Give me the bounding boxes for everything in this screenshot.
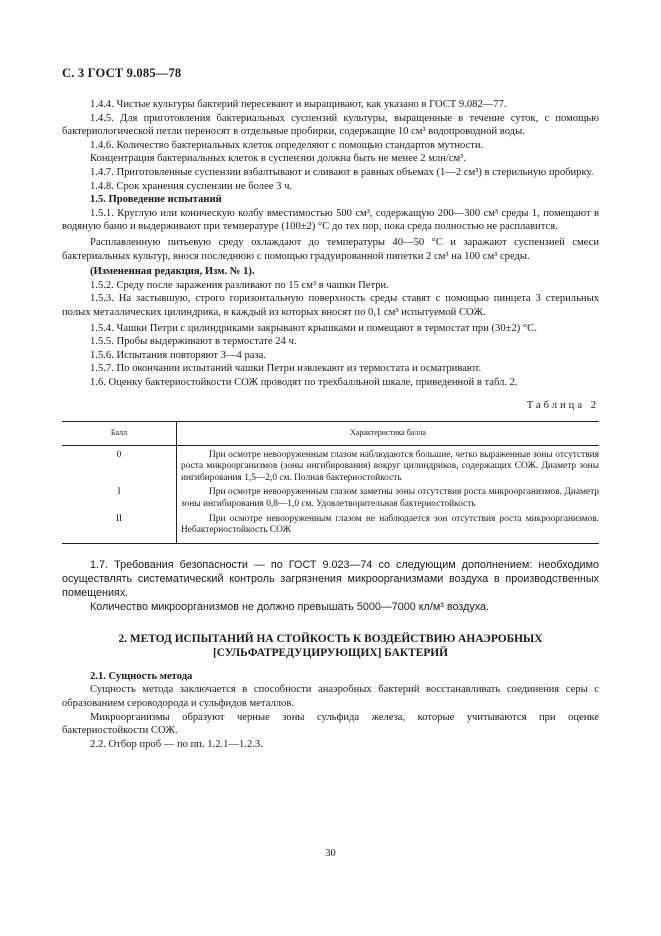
paragraph: 1.7. Требования безопасности — по ГОСТ 9.023—74 со следующим дополнением: необходимо осуществлять систематический контроль загрязнения микроорганизмами воздуха в производственных помещениях.: [62, 558, 599, 599]
paragraph: 1.5.4. Чашки Петри с цилиндриками закрывают крышками и помещают в термостат при (30±2) °С.: [90, 322, 537, 334]
subsection-heading: 1.5. Проведение испытаний: [90, 194, 222, 206]
table-cell-description: При осмотре невооруженным глазом заметны зоны отсутствия роста микроорганизмов. Диаметр зоны ингибирования 0,8—1,0 см. Удовлетворительная бактериостойкость: [181, 487, 599, 510]
page-header: С. 3 ГОСТ 9.085—78: [62, 66, 182, 80]
paragraph: 1.5.1. Круглую или коническую колбу вместимостью 500 см³, содержащую 200—300 см³ среды 1, помещают в водяную баню и выдерживают при температуре (100±2) °С до тех пор, пока среда полностью не расплавится.: [62, 207, 599, 233]
paragraph: 1.5.2. Среду после заражения разливают по 15 см³ в чашки Петри.: [90, 279, 389, 291]
paragraph: 1.4.7. Приготовленные суспензии взбалтывают и сливают в равных объемах (1—2 см³) в стерильную пробирку.: [90, 166, 594, 178]
paragraph: Концентрация бактериальных клеток в суспензии должна быть не менее 2 млн/см³.: [90, 153, 467, 165]
paragraph: 1.4.8. Срок хранения суспензии не более 3 ч.: [90, 180, 293, 192]
paragraph: 1.5.5. Пробы выдерживают в термостате 24 ч.: [90, 336, 297, 348]
paragraph: Сущность метода заключается в способности анаэробных бактерий восстанавливать соединения серы с образованием сероводорода и сульфидов металлов.: [62, 684, 599, 709]
after-table-text: [62, 558, 599, 614]
paragraph: 2.2. Отбор проб — по пп. 1.2.1—1.2.3.: [90, 738, 263, 750]
paragraph: Количество микроорганизмов не должно превышать 5000—7000 кл/м³ воздуха.: [90, 600, 490, 613]
table-cell-description: При осмотре невооруженным глазом наблюдаются большие, четко выраженные зоны отсутствия роста микроорганизмов (зоны ингибирования) вокруг цилиндриков, содержащих СОЖ. Диаметр зоны ингибирования 1,5—2,0 см. Полная бактериостойкость: [181, 449, 599, 483]
paragraph: 1.4.5. Для приготовления бактериальных суспензий культуры, выращенные в течение суток, с помощью бактериологической петли переносят в отдельные пробирки, содержащие 10 см³ водопроводной воды.: [62, 112, 599, 138]
paragraph: Микроорганизмы образуют черные зоны сульфида железа, которые учитываются при оценке бактериостойкости СОЖ.: [62, 711, 599, 737]
paragraph: 1.5.3. На застывшую, строго горизонтальную поверхность среды ставят с помощью пинцета 3 стерильных полых металлических цилиндрика, в каждый из которых вносят по 0,1 см³ испытуемой СОЖ.: [62, 293, 599, 318]
table-header-description: Характеристика балла: [177, 422, 600, 446]
table-header-score: Балл: [62, 422, 177, 446]
table-cell-score: II: [62, 513, 177, 544]
table-caption: Таблица 2: [526, 400, 599, 412]
table-cell-score: I: [62, 486, 177, 512]
paragraph: 1.5.6. Испытания повторяют 3—4 раза.: [90, 349, 267, 361]
page-number: 30: [325, 848, 336, 859]
table-row: [62, 445, 599, 486]
document-body: [62, 98, 599, 751]
paragraph: 1.4.6. Количество бактериальных клеток определяют с помощью стандартов мутности.: [90, 139, 484, 151]
table-row: [62, 486, 599, 512]
paragraph: 1.5.7. По окончании испытаний чашки Петри извлекают из термостата и осматривают.: [90, 363, 482, 375]
paragraph: 1.6. Оценку бактериостойкости СОЖ проводят по трехбалльной шкале, приведенной в табл. 2.: [90, 376, 518, 388]
section-title: 2. МЕТОД ИСПЫТАНИЙ НА СТОЙКОСТЬ К ВОЗДЕЙСТВИЮ АНАЭРОБНЫХ [СУЛЬФАТРЕДУЦИРУЮЩИХ] БАКТЕРИЙ: [118, 632, 543, 659]
table-cell-score: 0: [62, 445, 177, 486]
paragraph: Расплавленную питьевую среду охлаждают до температуры 40—50 °С и заражают суспензией смеси бактериальных культур, внося последнюю с помощью градуированной пипетки 2 см³ на 100 см³ среды.: [62, 236, 599, 262]
amendment-note: (Измененная редакция, Изм. № 1).: [90, 266, 255, 278]
table-cell-description: При осмотре невооруженным глазом не наблюдается зон отсутствия роста микроорганизмов. Небактериостойкость СОЖ: [177, 513, 600, 544]
subsection-heading: 2.1. Сущность метода: [90, 670, 193, 682]
score-table: [62, 421, 599, 544]
table-row: [62, 513, 599, 544]
paragraph: 1.4.4. Чистые культуры бактерий пересевают и выращивают, как указано в ГОСТ 9.082—77.: [90, 99, 507, 110]
